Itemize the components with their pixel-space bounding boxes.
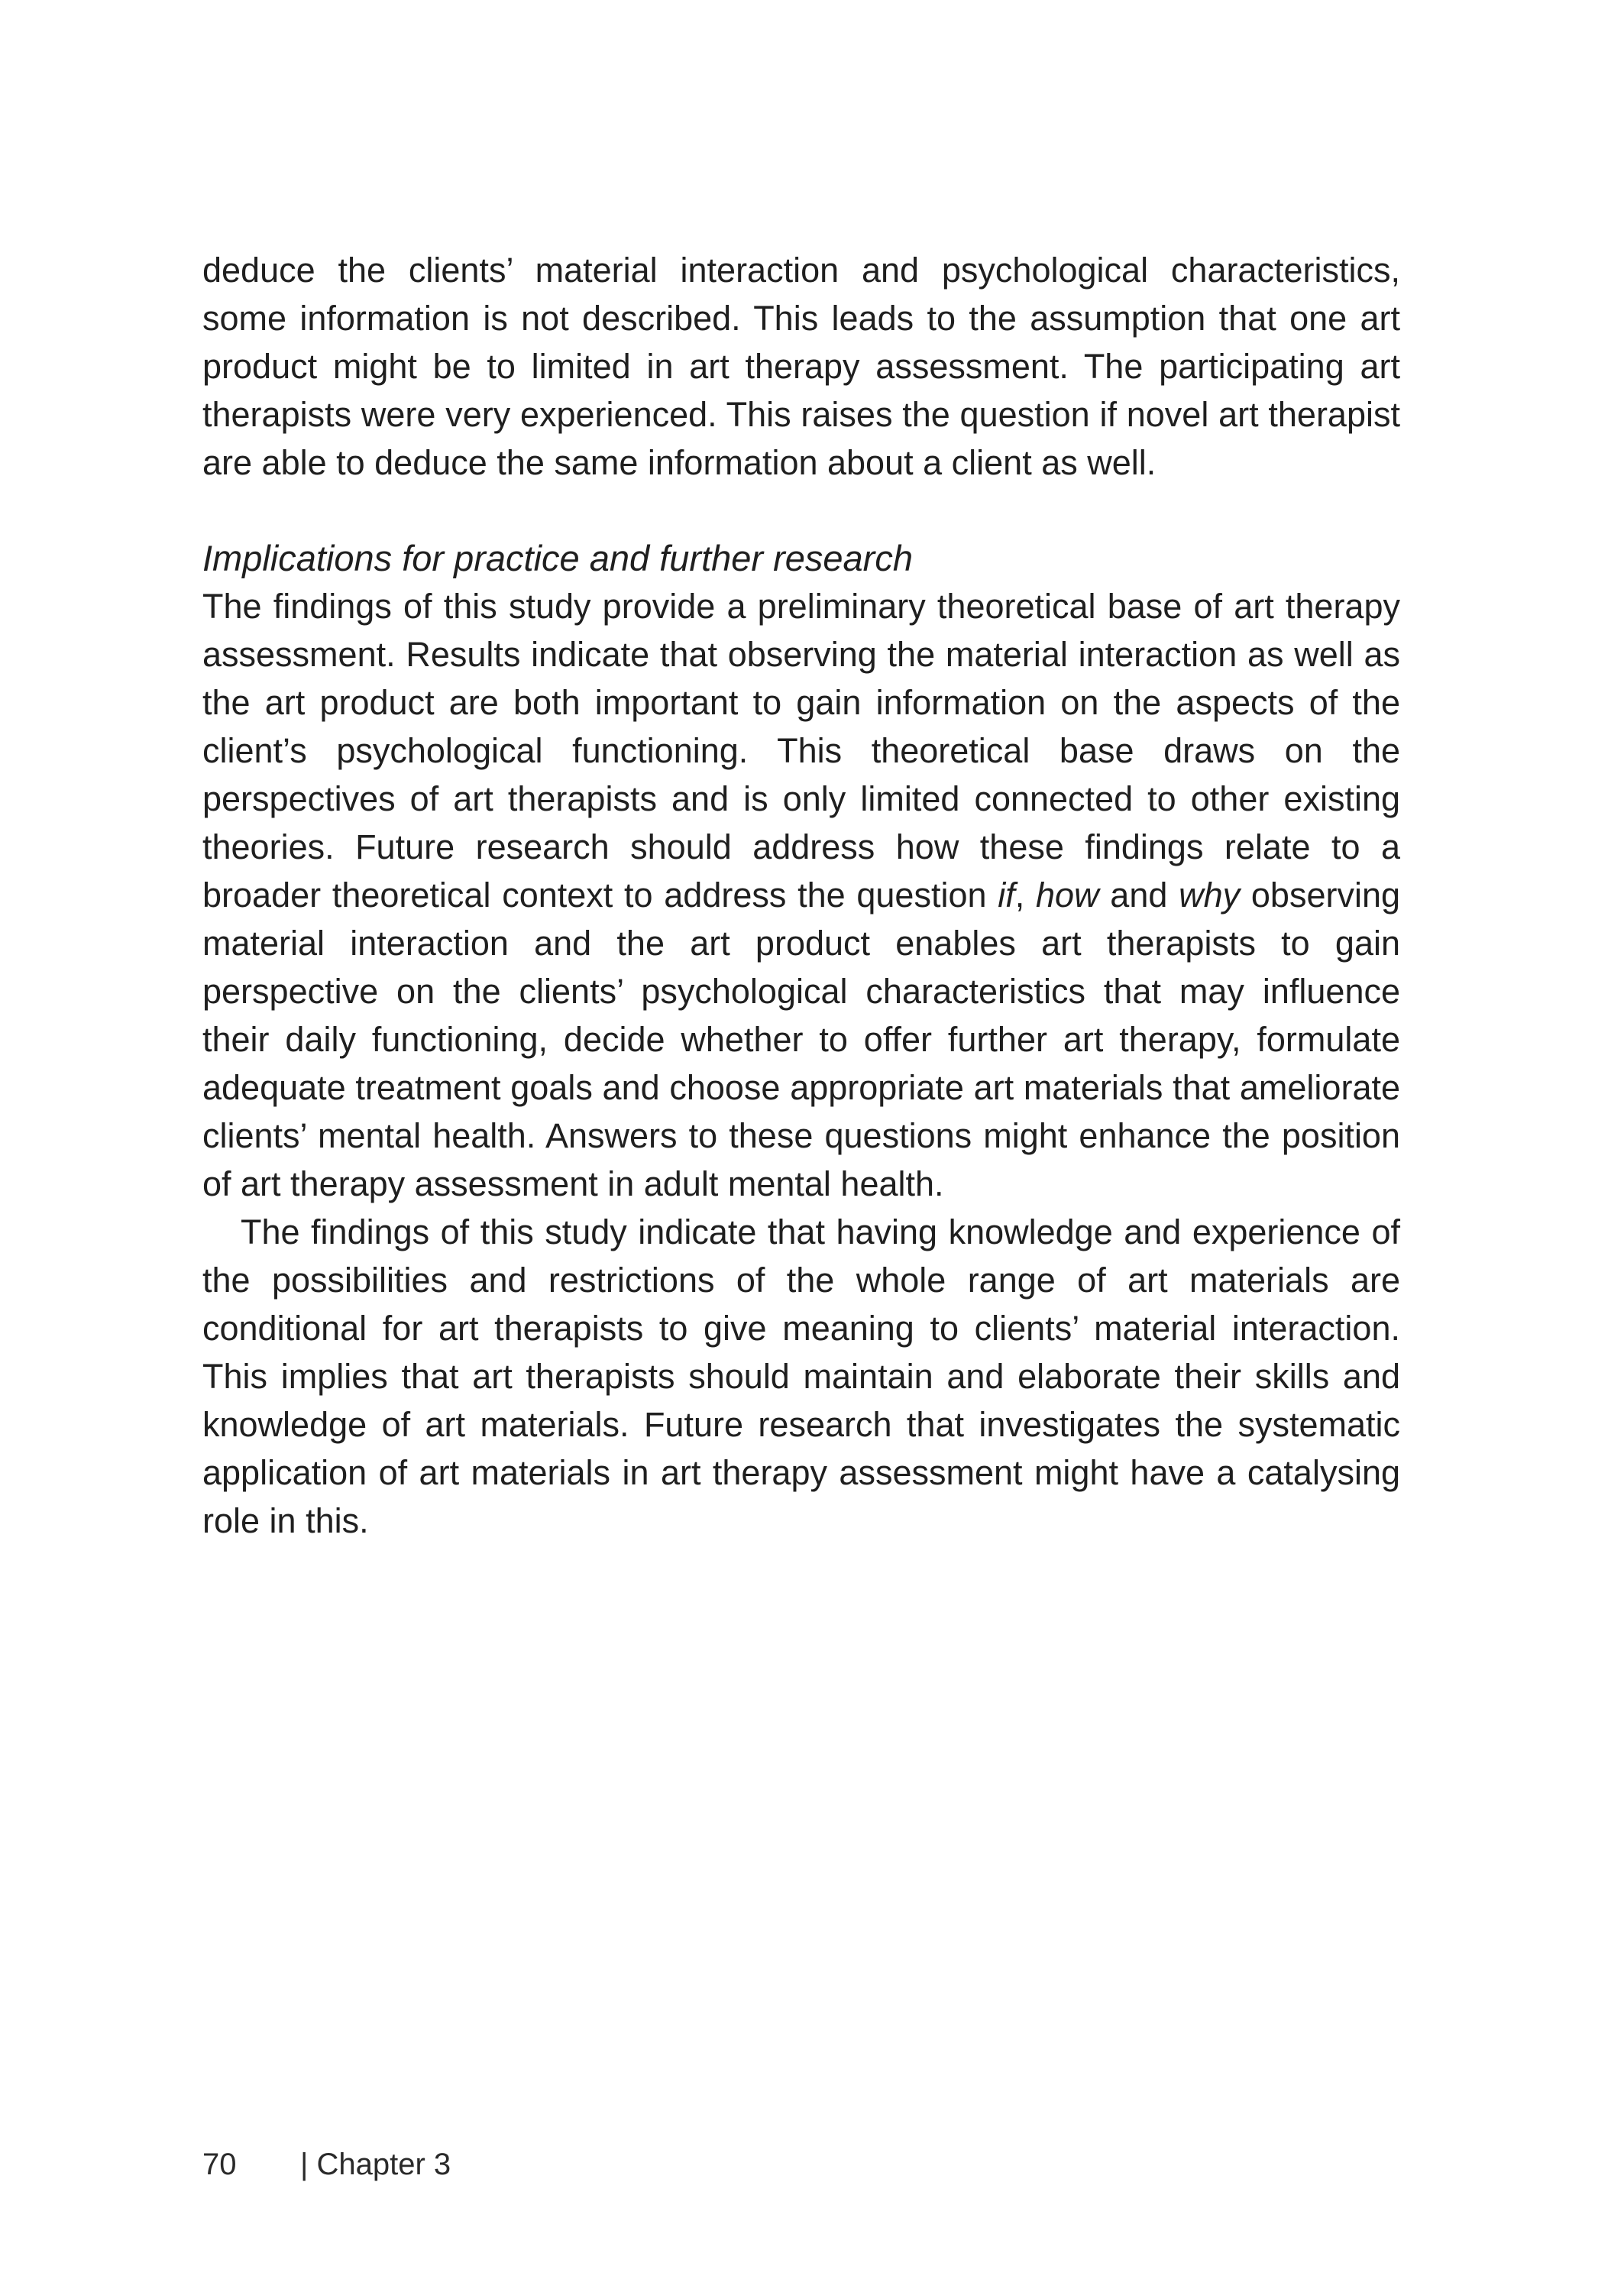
chapter-label: | Chapter 3 [300,2148,451,2181]
page-footer [202,2145,451,2184]
paragraph-2-text-1: The findings of this study provide a preliminary theoretical base of art therapy assessment. Results indicate that observing the material interaction as well as the art product are both important to gain information on the aspects of the client’s psychological functioning. This theoretical base draws on the perspectives of art therapists and is only limited connected to other existing theories. Future research should address how these findings relate to a broader theoretical context to address the question [202,587,1400,915]
emphasis-how: how [1036,876,1099,915]
page-body [202,246,1400,1545]
emphasis-why: why [1179,876,1241,915]
paragraph-2-text-2: , [1014,876,1037,915]
body-paragraph-3: The findings of this study indicate that having knowledge and experience of the possibilities and restrictions of the whole range of art materials are conditional for art therapists to give meaning to clients’ material interaction. This implies that art therapists should maintain and elaborate their skills and knowledge of art materials. Future research that investigates the systematic application of art materials in art therapy assessment might have a catalysing role in this. [202,1212,1400,1540]
emphasis-if: if [998,876,1015,915]
body-paragraph-1: deduce the clients’ material interaction and psychological characteristics, some information is not described. This leads to the assumption that one art product might be to limited in art therapy assessment. The participating art therapists were very experienced. This raises the question if novel art therapist are able to deduce the same information about a client as well. [202,251,1400,482]
section-heading: Implications for practice and further research [202,538,913,578]
body-paragraph-2 [202,582,1400,1208]
paragraph-2-text-3: and [1098,876,1179,915]
paragraph-2-text-4: observing material interaction and the art product enables art therapists to gain perspective on the clients’ psychological characteristics that may influence their daily functioning, decide whether to offer further art therapy, formulate adequate treatment goals and choose appropriate art materials that ameliorate clients’ mental health. Answers to these questions might enhance the position of art therapy assessment in adult mental health. [202,876,1401,1203]
page-number: 70 [202,2148,237,2181]
